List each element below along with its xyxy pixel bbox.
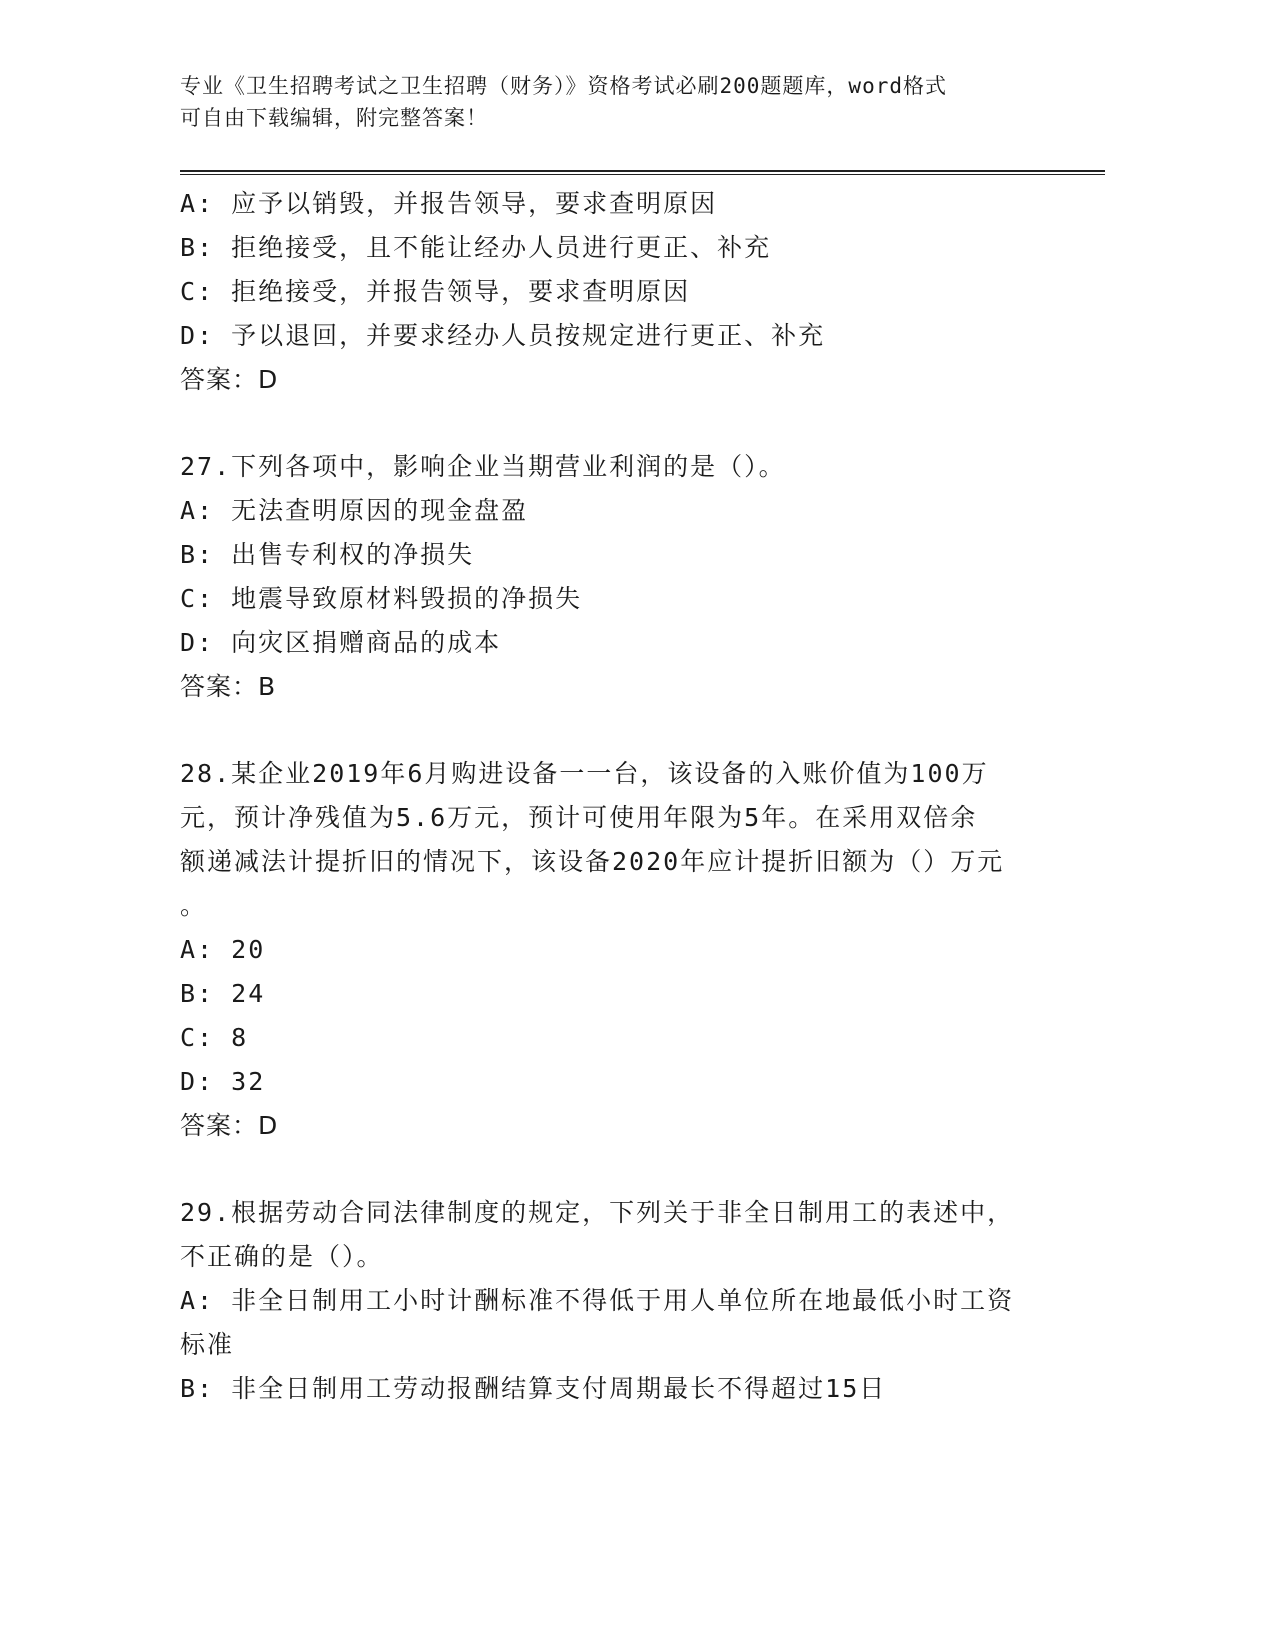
q27-answer: 答案：B: [180, 672, 277, 701]
q28-option-a: A: 20: [180, 935, 266, 964]
spacer: [180, 1148, 1040, 1191]
q28-option-c: C: 8: [180, 1023, 249, 1052]
header-line-2: 可自由下载编辑，附完整答案！: [180, 106, 488, 130]
q29-stem-line-2: 不正确的是（）。: [180, 1242, 384, 1271]
header-divider: [180, 170, 1105, 175]
question-28-block: [180, 752, 1040, 1148]
q26-option-d: D: 予以退回，并要求经办人员按规定进行更正、补充: [180, 321, 826, 350]
q29-stem-line-1: 29.根据劳动合同法律制度的规定，下列关于非全日制用工的表述中，: [180, 1198, 1015, 1227]
question-27-block: [180, 445, 1040, 709]
spacer: [180, 402, 1040, 445]
header-line-1: 专业《卫生招聘考试之卫生招聘（财务）》资格考试必刷200题题库，word格式: [180, 74, 947, 98]
page-header: [180, 70, 1040, 134]
document-body: [180, 182, 1040, 1411]
q26-answer: 答案：D: [180, 365, 279, 394]
q28-stem-line-2: 元，预计净残值为5.6万元，预计可使用年限为5年。在采用双倍余: [180, 803, 978, 832]
q27-option-b: B: 出售专利权的净损失: [180, 540, 475, 569]
spacer: [180, 709, 1040, 752]
q26-option-a: A: 应予以销毁，并报告领导，要求查明原因: [180, 189, 718, 218]
question-26-block: [180, 182, 1040, 402]
q28-answer: 答案：D: [180, 1111, 279, 1140]
q27-option-c: C: 地震导致原材料毁损的净损失: [180, 584, 583, 613]
question-29-block: [180, 1191, 1040, 1411]
q28-stem-line-1: 28.某企业2019年6月购进设备一一台，该设备的入账价值为100万: [180, 759, 989, 788]
q27-option-a: A: 无法查明原因的现金盘盈: [180, 496, 529, 525]
q26-option-b: B: 拒绝接受，且不能让经办人员进行更正、补充: [180, 233, 772, 262]
q29-option-b: B: 非全日制用工劳动报酬结算支付周期最长不得超过15日: [180, 1374, 887, 1403]
q28-stem-line-3: 额递减法计提折旧的情况下，该设备2020年应计提折旧额为（）万元: [180, 847, 1005, 876]
q28-option-d: D: 32: [180, 1067, 266, 1096]
q26-option-c: C: 拒绝接受，并报告领导，要求查明原因: [180, 277, 691, 306]
q27-stem: 27.下列各项中，影响企业当期营业利润的是（）。: [180, 452, 786, 481]
q29-option-a-line-2: 标准: [180, 1330, 235, 1359]
q28-option-b: B: 24: [180, 979, 266, 1008]
q29-option-a-line-1: A: 非全日制用工小时计酬标准不得低于用人单位所在地最低小时工资: [180, 1286, 1015, 1315]
q27-option-d: D: 向灾区捐赠商品的成本: [180, 628, 502, 657]
q28-stem-line-4: 。: [180, 891, 208, 920]
